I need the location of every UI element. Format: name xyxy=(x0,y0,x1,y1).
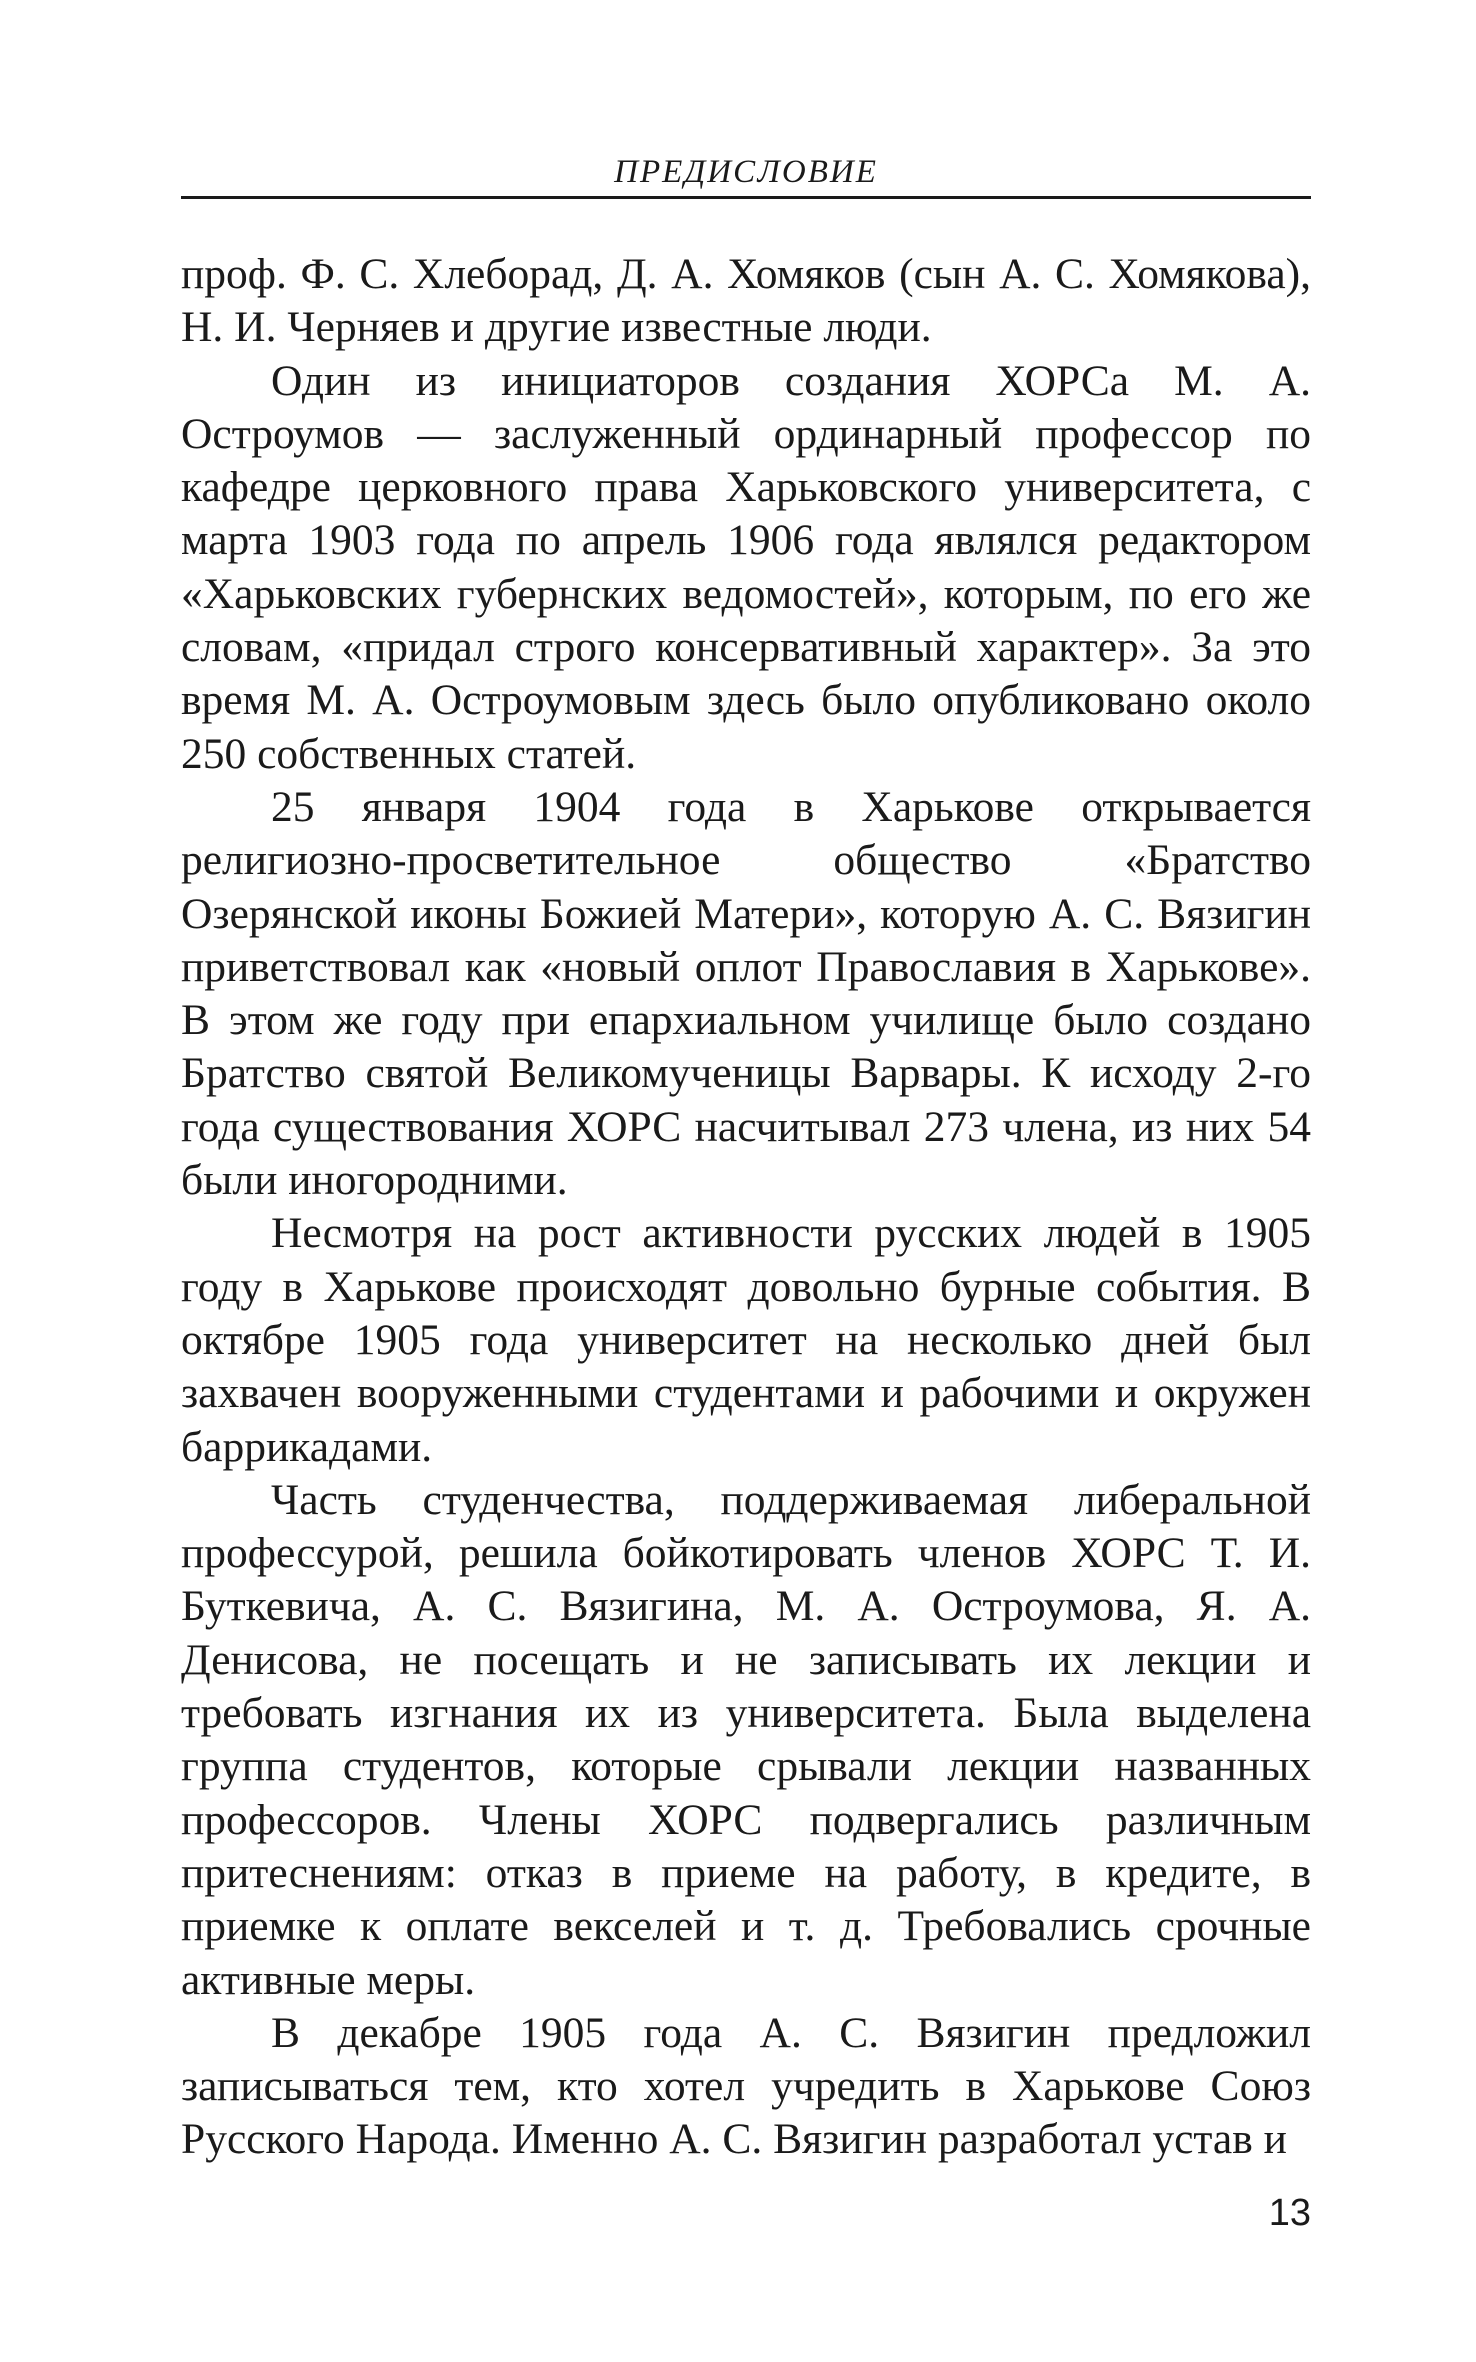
paragraph-union-founding: В декабре 1905 года А. С. Вязигин предложил записываться тем, кто хотел учредить в Харькове Союз Русского Народа. Именно А. С. Вязигин разработал устав и xyxy=(181,2008,1311,2164)
body-text xyxy=(181,248,1311,2167)
paragraph-ostroumov: Один из инициаторов создания ХОРСа М. А. Остроумов — заслуженный ординарный профессор по кафедре церковного права Харьковского университета, с марта 1903 года по апрель 1906 года являлся редактором «Харьковских губернских ведомостей», которым, по его же словам, «придал строго консервативный характер». За это время М. А. Остроумовым здесь было опубликовано около 250 собственных статей. xyxy=(181,356,1311,778)
paragraph-brotherhood: 25 января 1904 года в Харькове открывается религиозно-просветительное общество «Братство Озерянской иконы Божией Матери», которую А. С. Вязигин приветствовал как «новый оплот Православия в Харькове». В этом же году при епархиальном училище было создано Братство святой Великомученицы Варвары. К исходу 2-го года существования ХОРС насчитывал 273 члена, из них 54 были иногородними. xyxy=(181,782,1311,1205)
page-number: 13 xyxy=(1268,2192,1311,2234)
paragraph-1905-events: Несмотря на рост активности русских людей в 1905 году в Харькове происходят довольно бурные события. В октябре 1905 года университет на несколько дней был захвачен вооруженными студентами и рабочими и окружен баррикадами. xyxy=(181,1209,1311,1471)
running-head-title: ПРЕДИСЛОВИЕ xyxy=(614,154,878,190)
header-rule xyxy=(181,196,1311,199)
paragraph-continued: проф. Ф. С. Хлеборад, Д. А. Хомяков (сын А. С. Хомякова), Н. И. Черняев и другие известные люди. xyxy=(181,250,1311,352)
paragraph-boycott: Часть студенчества, поддерживаемая либеральной профессурой, решила бойкотировать членов ХОРС Т. И. Буткевича, А. С. Вязигина, М. А. Остроумова, Я. А. Денисова, не посещать и не записывать их лекции и требовать изгнания их из университета. Была выделена группа студентов, которые срывали лекции названных профессоров. Члены ХОРС подвергались различным притеснениям: отказ в приеме на работу, в кредите, в приемке к оплате векселей и т. д. Требовались срочные активные меры. xyxy=(181,1475,1311,2004)
